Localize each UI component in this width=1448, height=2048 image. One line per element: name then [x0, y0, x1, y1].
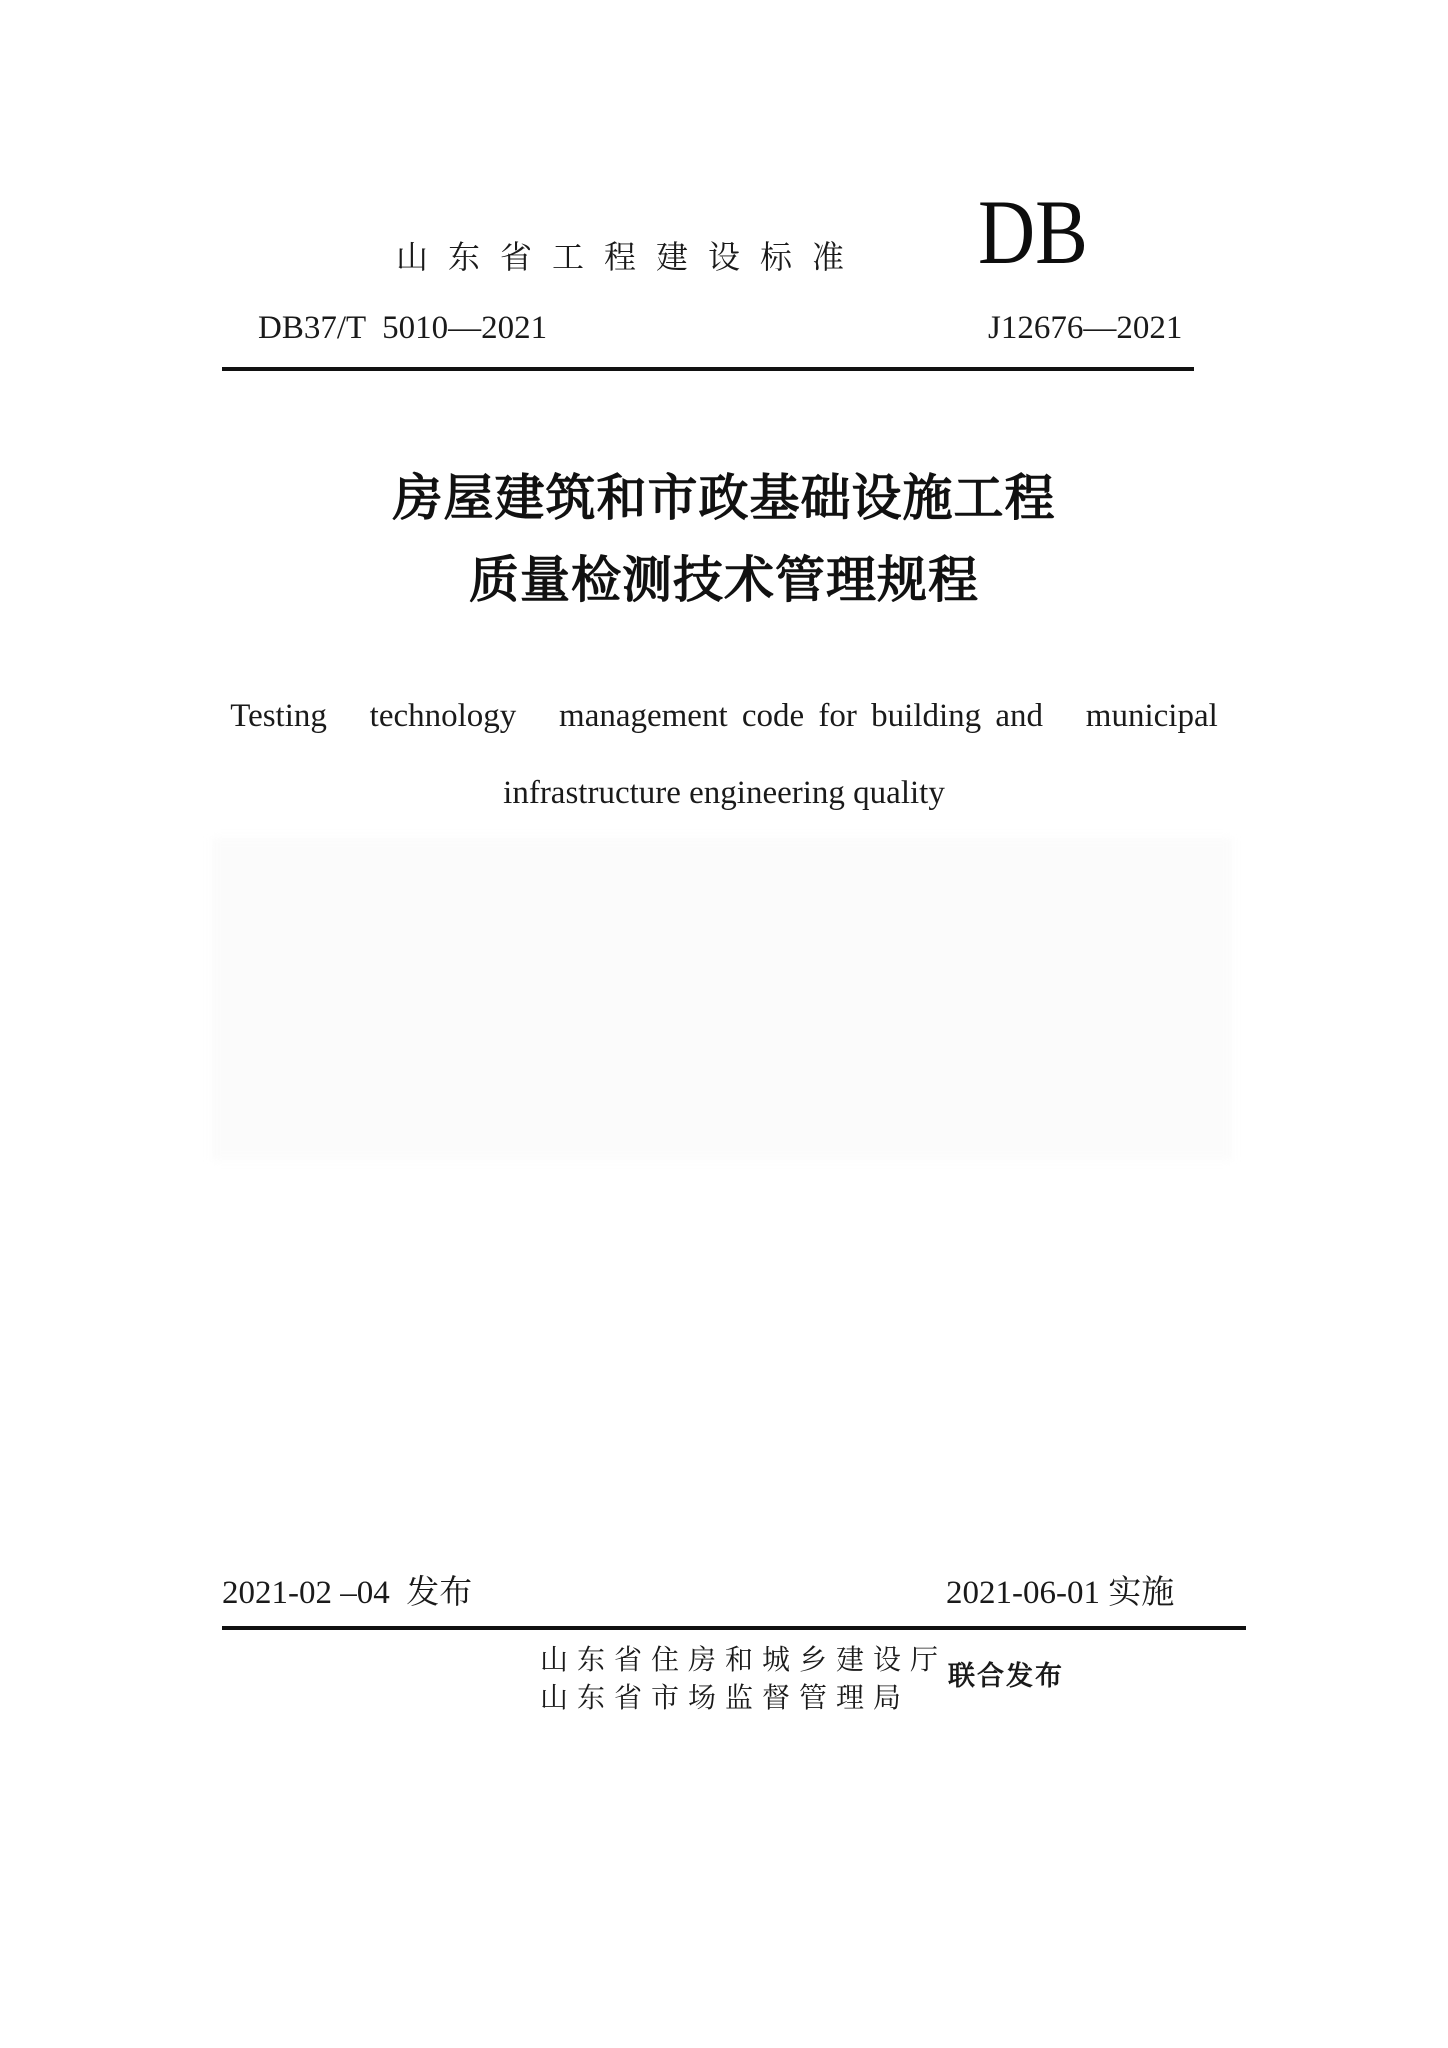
issue-date: 2021-02 –04 发布: [222, 1575, 473, 1611]
english-title-line-2: infrastructure engineering quality: [503, 775, 945, 811]
issuer-housing-department: 山东省住房和城乡建设厅: [540, 1643, 948, 1676]
faded-scan-area: [212, 838, 1232, 1160]
record-number: J12676—2021: [988, 310, 1183, 346]
footer-divider: [222, 1626, 1246, 1630]
header-divider: [222, 367, 1194, 371]
standard-series-label: 山东省工程建设标准: [396, 238, 865, 276]
db-mark: DB: [978, 181, 1088, 283]
document-title-line-2: 质量检测技术管理规程: [469, 551, 979, 609]
joint-issue-label: 联合发布: [948, 1661, 1064, 1692]
issuer-market-supervision: 山东省市场监督管理局: [540, 1681, 911, 1714]
standard-number: DB37/T 5010—2021: [258, 310, 548, 346]
implementation-date: 2021-06-01 实施: [946, 1575, 1175, 1611]
document-title-line-1: 房屋建筑和市政基础设施工程: [392, 469, 1056, 527]
english-title-line-1: Testing technology management code for building and municipal: [230, 698, 1218, 734]
